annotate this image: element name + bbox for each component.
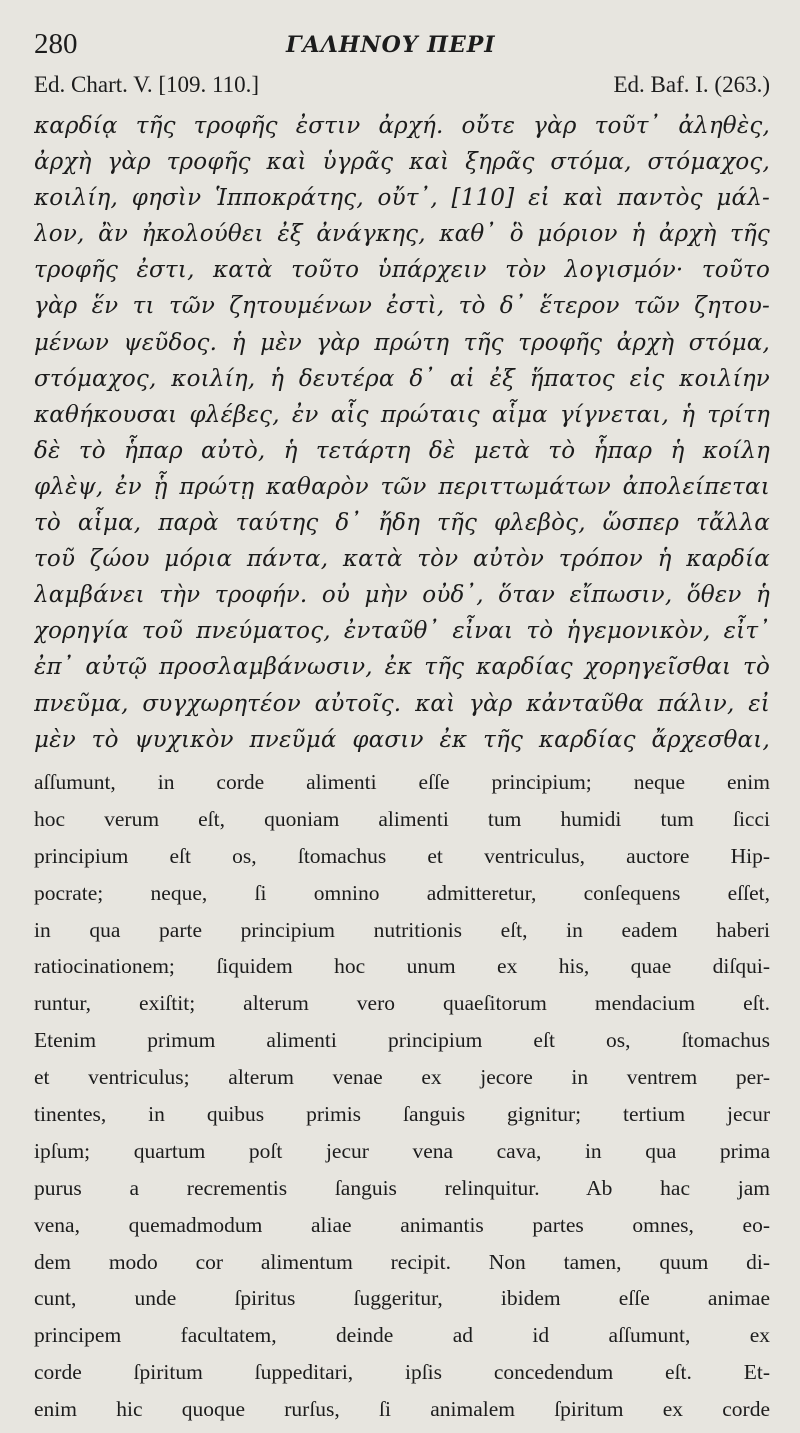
latin-text-line: enim hic quoque rurſus, ſi animalem ſpiritum ex corde [34,1397,770,1422]
latin-text-line: purus a recrementis ſanguis relinquitur. Ab hac jam [34,1175,770,1200]
latin-text-line: et ventriculus; alterum venae ex jecore in ventrem per- [34,1065,770,1090]
greek-text-line: φλὲψ, ἐν ᾗ πρώτῃ καθαρὸν τῶν περιττωμάτων ἀπολείπεται [34,473,770,500]
greek-text-line: δὲ τὸ ἧπαρ αὐτὸ, ἡ τετάρτη δὲ μετὰ τὸ ἧπαρ ἡ κοίλη [34,437,770,464]
greek-text-line: πνεῦμα, συγχωρητέον αὐτοῖς. καὶ γὰρ κἀνταῦθα πάλιν, εἰ [34,690,770,717]
greek-text-line: γὰρ ἕν τι τῶν ζητουμένων ἐστὶ, τὸ δ᾽ ἕτερον τῶν ζητου- [34,293,770,320]
greek-text-line: χορηγία τοῦ πνεύματος, ἐνταῦθ᾽ εἶναι τὸ ἡγεμονικὸν, εἶτ᾽ [34,618,770,645]
latin-text-line: ipſum; quartum poſt jecur vena cava, in qua prima [34,1138,770,1163]
greek-text-line: καθήκουσαι φλέβες, ἐν αἷς πρώταις αἷμα γίγνεται, ἡ τρίτη [34,401,770,428]
greek-text-line: κοιλίη, φησὶν Ἱπποκράτης, οὔτ᾽, [110] εἰ καὶ παντὸς μάλ- [34,185,770,212]
latin-text-line: ratiocinationem; ſiquidem hoc unum ex his, quae diſqui- [34,954,770,979]
latin-text-line: principem facultatem, deinde ad id aſſumunt, ex [34,1323,770,1348]
latin-text-line: vena, quemadmodum aliae animantis partes omnes, eo- [34,1212,770,1237]
greek-text-line: καρδίᾳ τῆς τροφῆς ἐστιν ἀρχή. οὔτε γὰρ τοῦτ᾽ ἀληθὲς, [34,113,770,139]
greek-text-line: μὲν τὸ ψυχικὸν πνεῦμά φασιν ἐκ τῆς καρδίας ἄρχεσθαι, [34,726,770,753]
latin-text-line: Etenim primum alimenti principium eſt os, ſtomachus [34,1028,770,1053]
greek-text-line: ἀρχὴ γὰρ τροφῆς καὶ ὑγρᾶς καὶ ξηρᾶς στόμα, στόμαχος, [34,149,770,176]
greek-text-line: τὸ αἷμα, παρὰ ταύτης δ᾽ ἤδη τῆς φλεβὸς, ὥσπερ τἄλλα [34,510,770,537]
greek-text-line: λαμβάνει τὴν τροφήν. οὐ μὴν οὐδ᾽, ὅταν εἴπωσιν, ὅθεν ἡ [34,582,770,609]
latin-text-line: aſſumunt, in corde alimenti eſſe principium; neque enim [34,770,770,794]
latin-text-line: runtur, exiſtit; alterum vero quaeſitorum mendacium eſt. [34,991,770,1016]
edition-reference-basel: Ed. Baf. I. (263.) [613,72,770,97]
latin-text-line: in qua parte principium nutritionis eſt, in eadem haberi [34,917,770,942]
latin-text-line: tinentes, in quibus primis ſanguis gignitur; tertium jecur [34,1102,770,1127]
greek-text-line: μένων ψεῦδος. ἡ μὲν γὰρ πρώτη τῆς τροφῆς ἀρχὴ στόμα, [34,329,770,356]
latin-text-line: cunt, unde ſpiritus ſuggeritur, ibidem eſſe animae [34,1286,770,1311]
latin-text-line: principium eſt os, ſtomachus et ventriculus, auctore Hip- [34,843,770,868]
greek-text-line: λον, ἂν ἠκολούθει ἐξ ἀνάγκης, καθ᾽ ὃ μόριον ἡ ἀρχὴ τῆς [34,221,770,248]
latin-text-line: hoc verum eſt, quoniam alimenti tum humidi tum ſicci [34,806,770,831]
page-header [34,28,770,64]
greek-text-line: ἐπ᾽ αὐτῷ προσλαμβάνωσιν, ἐκ τῆς καρδίας χορηγεῖσθαι τὸ [34,654,770,681]
edition-reference-line [34,72,770,106]
greek-text-block [34,108,770,758]
greek-text-line: τροφῆς ἐστι, κατὰ τοῦτο ὑπάρχειν τὸν λογισμόν· τοῦτο [34,257,770,284]
latin-text-line: pocrate; neque, ſi omnino admitteretur, conſequens eſſet, [34,880,770,905]
page-number: 280 [34,28,78,60]
greek-text-line: στόμαχος, κοιλίη, ἡ δευτέρα δ᾽ αἱ ἐξ ἥπατος εἰς κοιλίην [34,365,770,392]
running-head: ΓΑΛΗΝΟΥ ΠΕΡΙ [286,32,496,58]
latin-text-line: corde ſpiritum ſuppeditari, ipſis concedendum eſt. Et- [34,1360,770,1385]
latin-text-block [34,764,770,1428]
latin-text-line: dem modo cor alimentum recipit. Non tamen, quum di- [34,1249,770,1274]
greek-text-line: τοῦ ζώου μόρια πάντα, κατὰ τὸν αὐτὸν τρόπον ἡ καρδία [34,546,770,573]
edition-reference-chart: Ed. Chart. V. [109. 110.] [34,72,260,97]
